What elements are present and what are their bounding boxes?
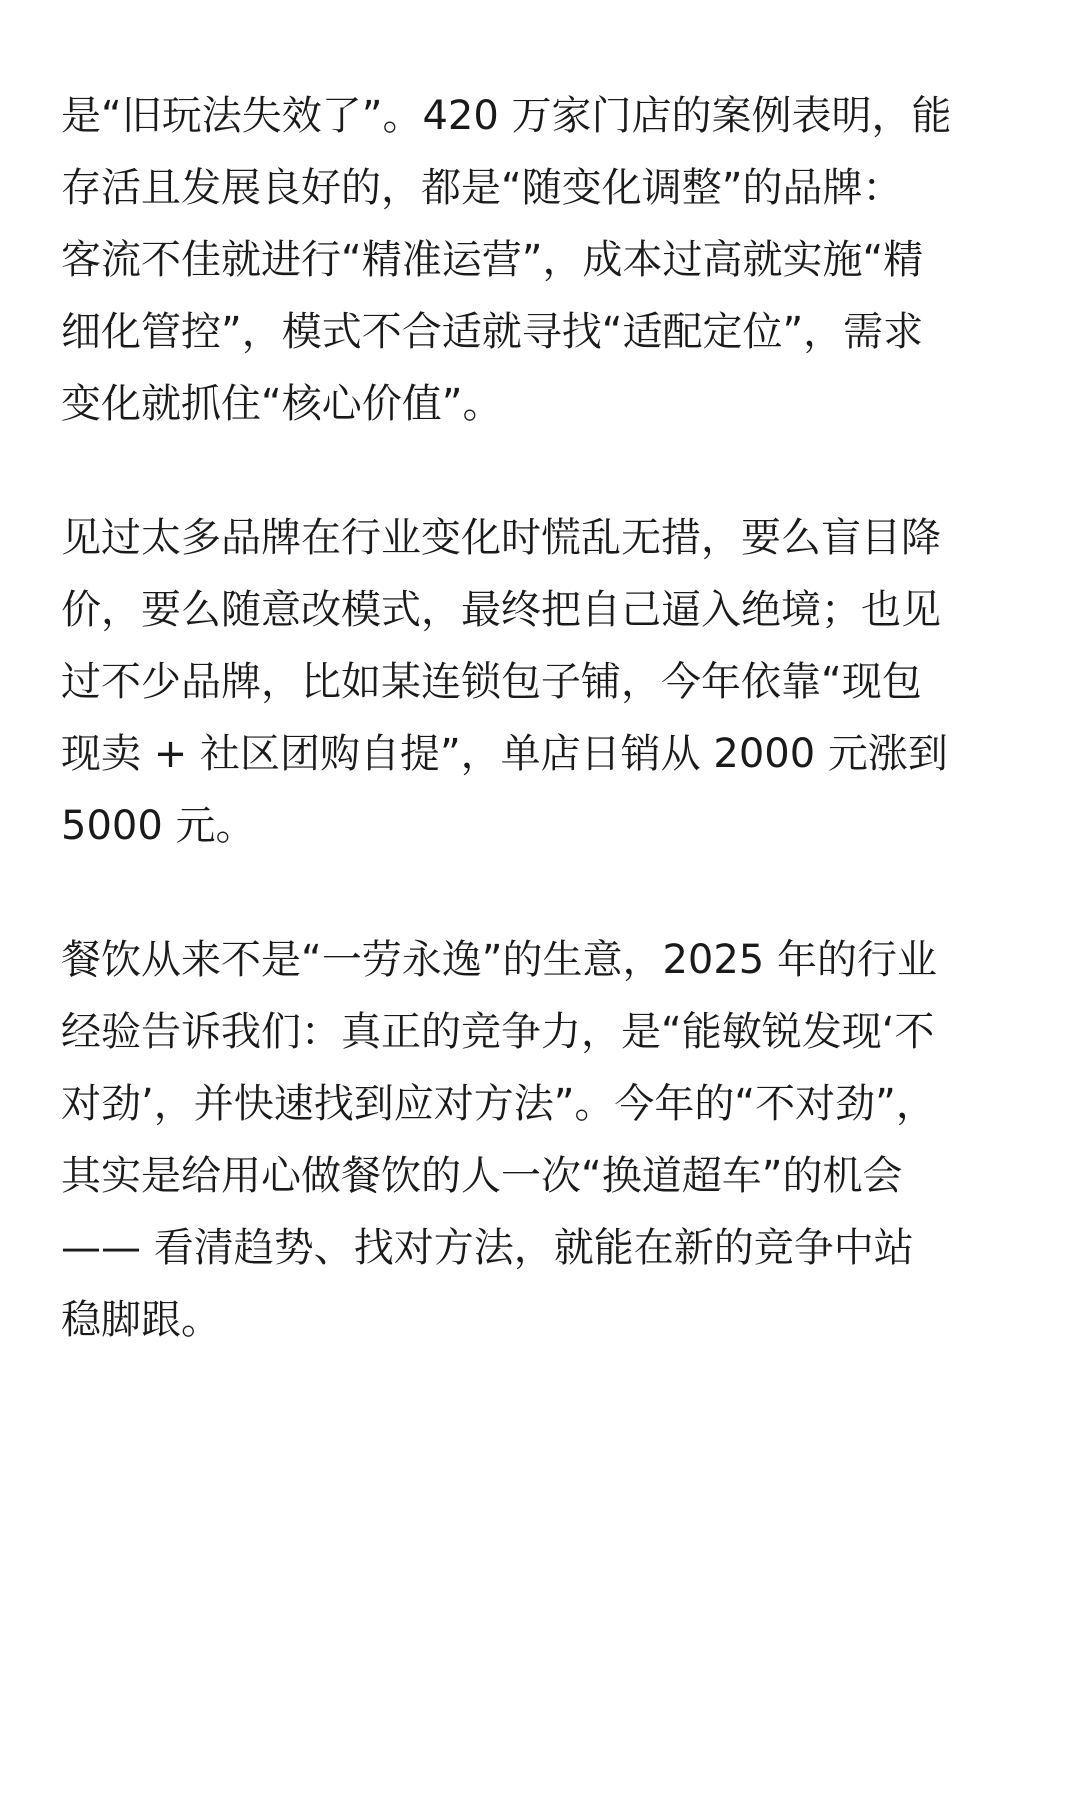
text-line: 现卖 + 社区团购自提”，单店日销从 2000 元涨到 — [61, 731, 948, 777]
article-body — [61, 80, 1021, 1356]
paragraph-3 — [61, 924, 1021, 1356]
text-line: 是“旧玩法失效了”。420 万家门店的案例表明，能 — [61, 93, 952, 139]
text-line: 客流不佳就进行“精准运营”，成本过高就实施“精 — [61, 237, 924, 283]
text-line: 对劲’，并快速找到应对方法”。今年的“不对劲”， — [61, 1081, 936, 1127]
text-line: 5000 元。 — [61, 803, 256, 849]
paragraph-2 — [61, 502, 1021, 862]
text-line: —— 看清趋势、找对方法，就能在新的竞争中站 — [61, 1225, 914, 1271]
text-line: 过不少品牌，比如某连锁包子铺，今年依靠“现包 — [61, 659, 922, 705]
text-line: 见过太多品牌在行业变化时慌乱无措，要么盲目降 — [61, 515, 941, 561]
text-line: 稳脚跟。 — [61, 1297, 221, 1343]
text-line: 细化管控”，模式不合适就寻找“适配定位”，需求 — [61, 309, 924, 355]
text-line: 其实是给用心做餐饮的人一次“换道超车”的机会 — [61, 1153, 903, 1199]
paragraph-1 — [61, 80, 1021, 440]
text-line: 变化就抓住“核心价值”。 — [61, 381, 503, 427]
text-line: 价，要么随意改模式，最终把自己逼入绝境；也见 — [61, 587, 941, 633]
text-line: 存活且发展良好的，都是“随变化调整”的品牌： — [61, 165, 903, 211]
text-line: 餐饮从来不是“一劳永逸”的生意，2025 年的行业 — [61, 937, 937, 983]
text-line: 经验告诉我们：真正的竞争力，是“能敏锐发现‘不 — [61, 1009, 935, 1055]
